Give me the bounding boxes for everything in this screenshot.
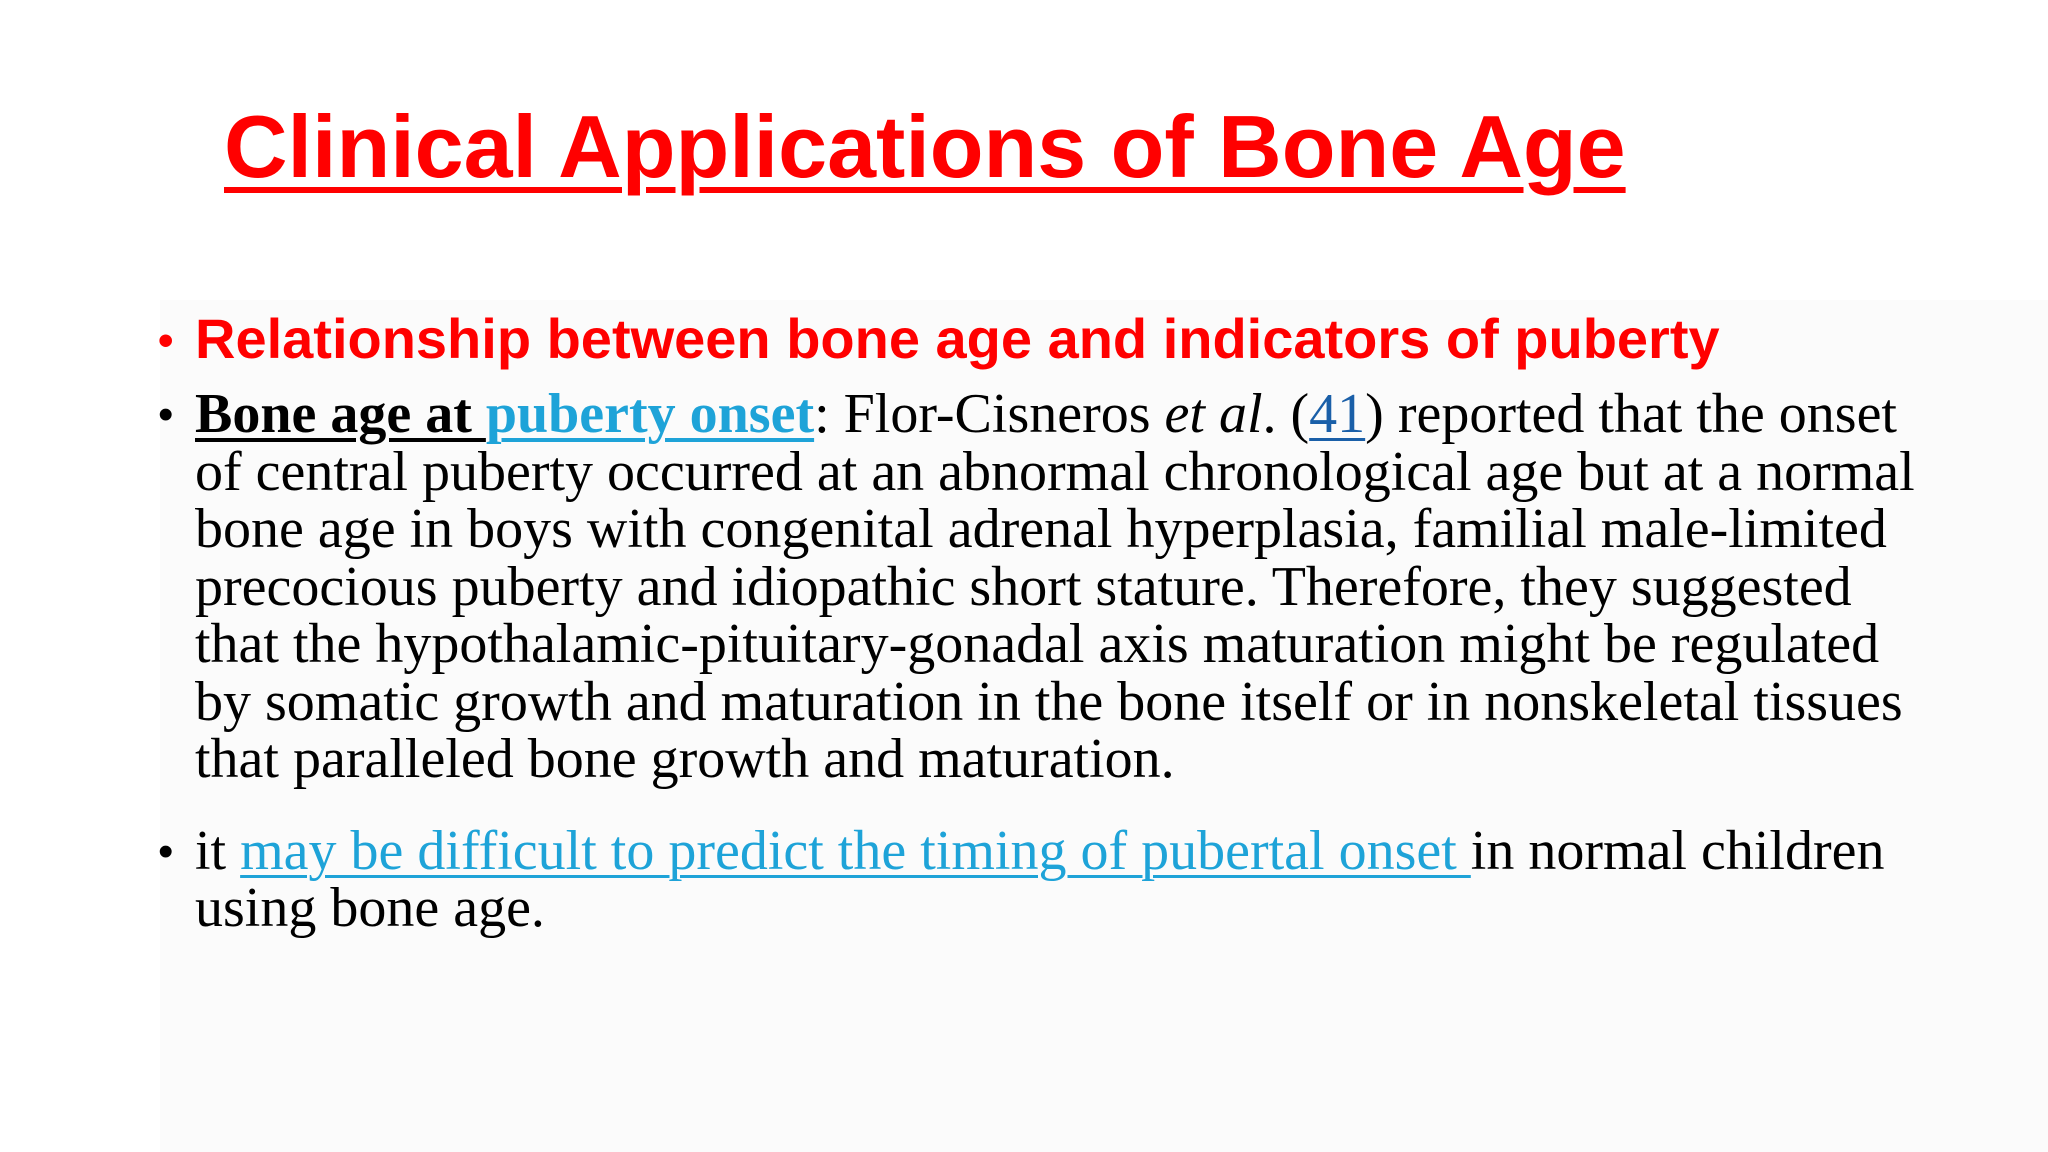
citation-open: . (	[1262, 383, 1310, 445]
puberty-onset-link[interactable]: puberty onset	[485, 383, 815, 445]
bullet-list	[158, 306, 1918, 938]
bullet-lead-bold: Bone age at	[195, 383, 486, 445]
et-al-text: et al	[1164, 383, 1263, 445]
bullet-predict-timing	[158, 819, 1918, 939]
bullet-prefix: it	[195, 819, 241, 882]
bullet-heading	[158, 306, 1918, 372]
bullet-body-text: ) reported that the onset of central puberty occurred at an abnormal chronological age but at a normal bone age in boys with congenital adrenal hyperplasia, familial male-limited precocious puberty and idiopathic short stature. Therefore, they suggested that the hypothalamic-pituitary-gonadal axis maturation might be regulated by somatic growth and maturation in the bone itself or in nonskeletal tissues that paralleled bone growth and maturation.	[195, 383, 1915, 790]
bullet-suffix: in normal children using bone age.	[195, 819, 1885, 939]
reference-41-link[interactable]: 41	[1309, 383, 1366, 445]
author-text: : Flor-Cisneros	[814, 383, 1165, 445]
slide-title: Clinical Applications of Bone Age	[224, 97, 1626, 196]
bullet-bone-age-at-puberty-onset	[158, 383, 1918, 790]
predict-timing-link[interactable]: may be difficult to predict the timing of pubertal onset	[240, 819, 1471, 882]
bullet-heading-text: Relationship between bone age and indicators of puberty	[195, 307, 1720, 370]
